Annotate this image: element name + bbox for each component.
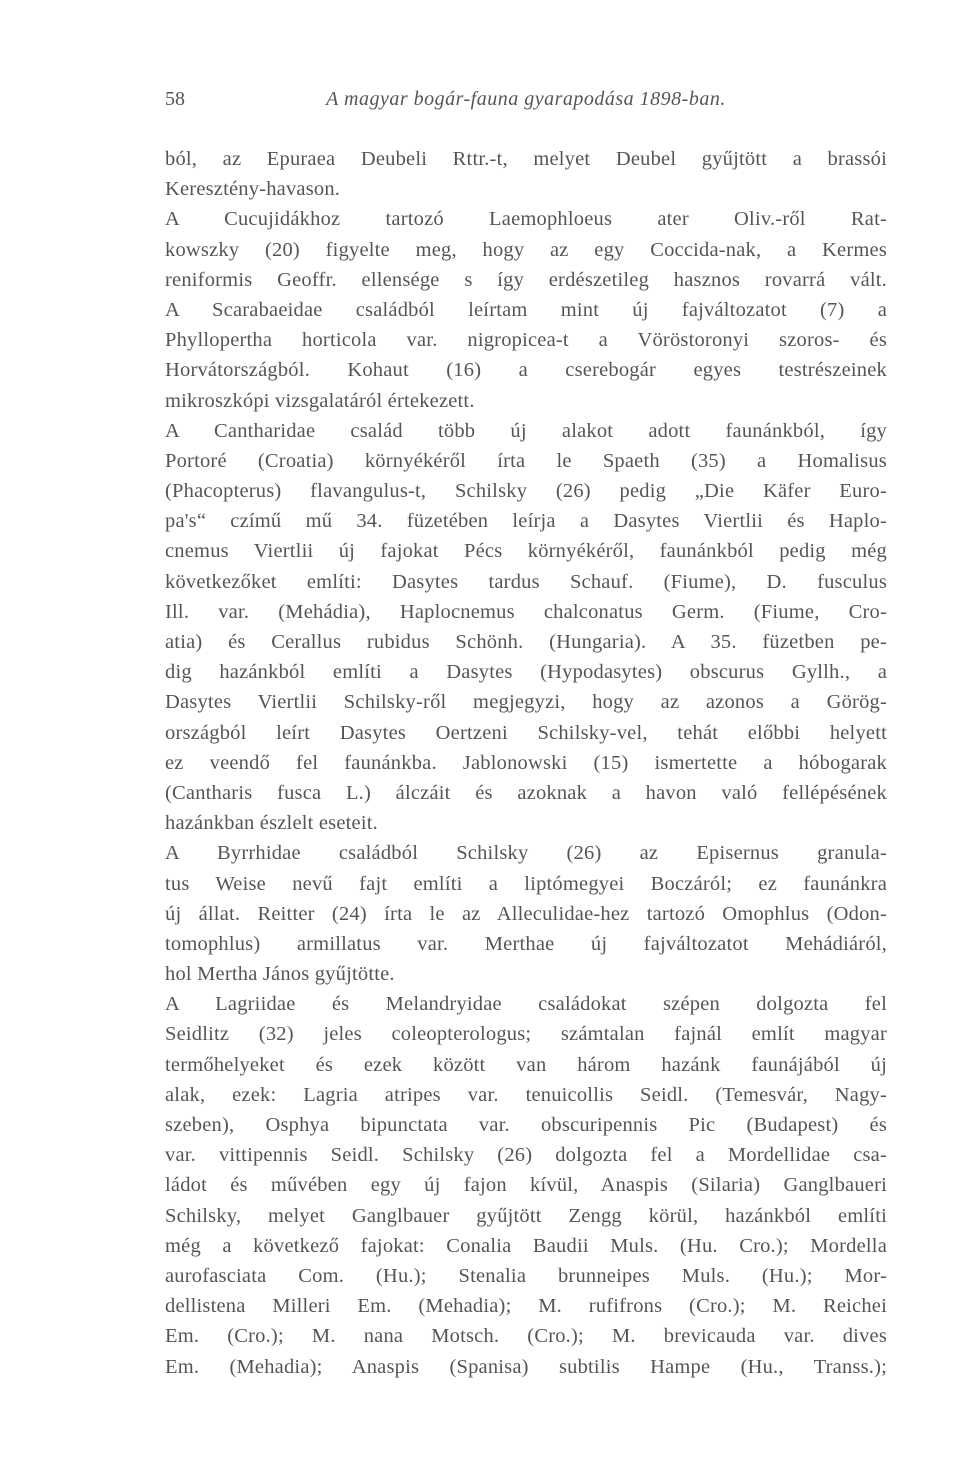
text-line: Em. (Mehadia); Anaspis (Spanisa) subtilis Hampe (Hu., Transs.); <box>165 1355 887 1378</box>
text-line: új állat. Reitter (24) írta le az Alleculidae-hez tartozó Omophlus (Odon- <box>165 902 887 925</box>
text-line: var. vittipennis Seidl. Schilsky (26) dolgozta fel a Mordellidae csa- <box>165 1144 887 1167</box>
text-line: dig hazánkból említi a Dasytes (Hypodasytes) obscurus Gyllh., a <box>165 661 887 684</box>
text-line: Phyllopertha horticola var. nigropicea-t a Vöröstoronyi szoros- és <box>165 329 887 352</box>
page-header <box>165 84 887 114</box>
text-line: Seidlitz (32) jeles coleopterologus; számtalan fajnál említ magyar <box>165 1023 887 1046</box>
text-line: A Scarabaeidae családból leírtam mint új fajváltozatot (7) a <box>165 298 887 321</box>
text-line: (Cantharis fusca L.) álczáit és azoknak a havon való fellépésének <box>165 781 887 804</box>
text-line: mikroszkópi vizsgalatáról értekezett. <box>165 389 475 412</box>
text-line: atia) és Cerallus rubidus Schönh. (Hungaria). A 35. füzetben pe- <box>165 631 887 653</box>
text-line: következőket említi: Dasytes tardus Schauf. (Fiume), D. fusculus <box>165 570 887 593</box>
text-line: A Byrrhidae családból Schilsky (26) az Episernus granula- <box>165 842 887 865</box>
text-line: ládot és művében egy új fajon kívül, Anaspis (Silaria) Ganglbaueri <box>165 1174 887 1197</box>
text-line: ez veendő fel faunánkba. Jablonowski (15) ismertette a hóbogarak <box>165 751 887 774</box>
text-line: szeben), Osphya bipunctata var. obscuripennis Pic (Budapest) és <box>165 1114 887 1136</box>
text-line: hol Mertha János gyűjtötte. <box>165 963 395 986</box>
text-line: cnemus Viertlii új fajokat Pécs környékéről, faunánkból pedig még <box>165 540 887 563</box>
text-line: kowszky (20) figyelte meg, hogy az egy Coccida-nak, a Kermes <box>165 238 887 261</box>
text-line: pa's“ czímű mű 34. füzetében leírja a Dasytes Viertlii és Haplo- <box>165 510 887 533</box>
text-line: Portoré (Croatia) környékéről írta le Spaeth (35) a Homalisus <box>165 449 887 472</box>
text-line: dellistena Milleri Em. (Mehadia); M. rufifrons (Cro.); M. Reichei <box>165 1295 887 1318</box>
text-line: Keresztény-havason. <box>165 178 341 201</box>
text-line: hazánkban észlelt eseteit. <box>165 812 378 835</box>
text-line: termőhelyeket és ezek között van három hazánk faunájából új <box>165 1053 887 1076</box>
text-line: (Phacopterus) flavangulus-t, Schilsky (26) pedig „Die Käfer Euro- <box>165 480 887 503</box>
text-line: alak, ezek: Lagria atripes var. tenuicollis Seidl. (Temesvár, Nagy- <box>165 1083 887 1106</box>
text-line: tus Weise nevű fajt említi a liptómegyei Boczáról; ez faunánkra <box>165 872 887 895</box>
text-line: még a következő fajokat: Conalia Baudii Muls. (Hu. Cro.); Mordella <box>165 1234 887 1257</box>
text-line: tomophlus) armillatus var. Merthae új fajváltozatot Mehádiáról, <box>165 932 887 955</box>
text-line: Ill. var. (Mehádia), Haplocnemus chalconatus Germ. (Fiume, Cro- <box>165 600 887 623</box>
text-line: A Cantharidae család több új alakot adott faunánkból, így <box>165 419 887 442</box>
text-line: Schilsky, melyet Ganglbauer gyűjtött Zengg körül, hazánkból említi <box>165 1204 887 1227</box>
body-text <box>165 144 887 1382</box>
text-line: Em. (Cro.); M. nana Motsch. (Cro.); M. brevicauda var. dives <box>165 1325 887 1348</box>
text-line: Horvátországból. Kohaut (16) a cserebogár egyes testrészeinek <box>165 359 887 382</box>
text-line: aurofasciata Com. (Hu.); Stenalia brunneipes Muls. (Hu.); Mor- <box>165 1264 887 1287</box>
running-title: A magyar bogár-fauna gyarapodása 1898-ban. <box>326 88 726 110</box>
text-line: ból, az Epuraea Deubeli Rttr.-t, melyet Deubel gyűjtött a brassói <box>165 148 887 170</box>
text-line: reniformis Geoffr. ellensége s így erdészetileg hasznos rovarrá vált. <box>165 268 887 291</box>
text-line: A Cucujidákhoz tartozó Laemophloeus ater Oliv.-ről Rat- <box>165 208 887 231</box>
text-line: Dasytes Viertlii Schilsky-ről megjegyzi, hogy az azonos a Görög- <box>165 691 887 714</box>
page-number: 58 <box>165 88 185 110</box>
text-line: A Lagriidae és Melandryidae családokat szépen dolgozta fel <box>165 993 887 1016</box>
text-line: országból leírt Dasytes Oertzeni Schilsky-vel, tehát előbbi helyett <box>165 721 887 744</box>
